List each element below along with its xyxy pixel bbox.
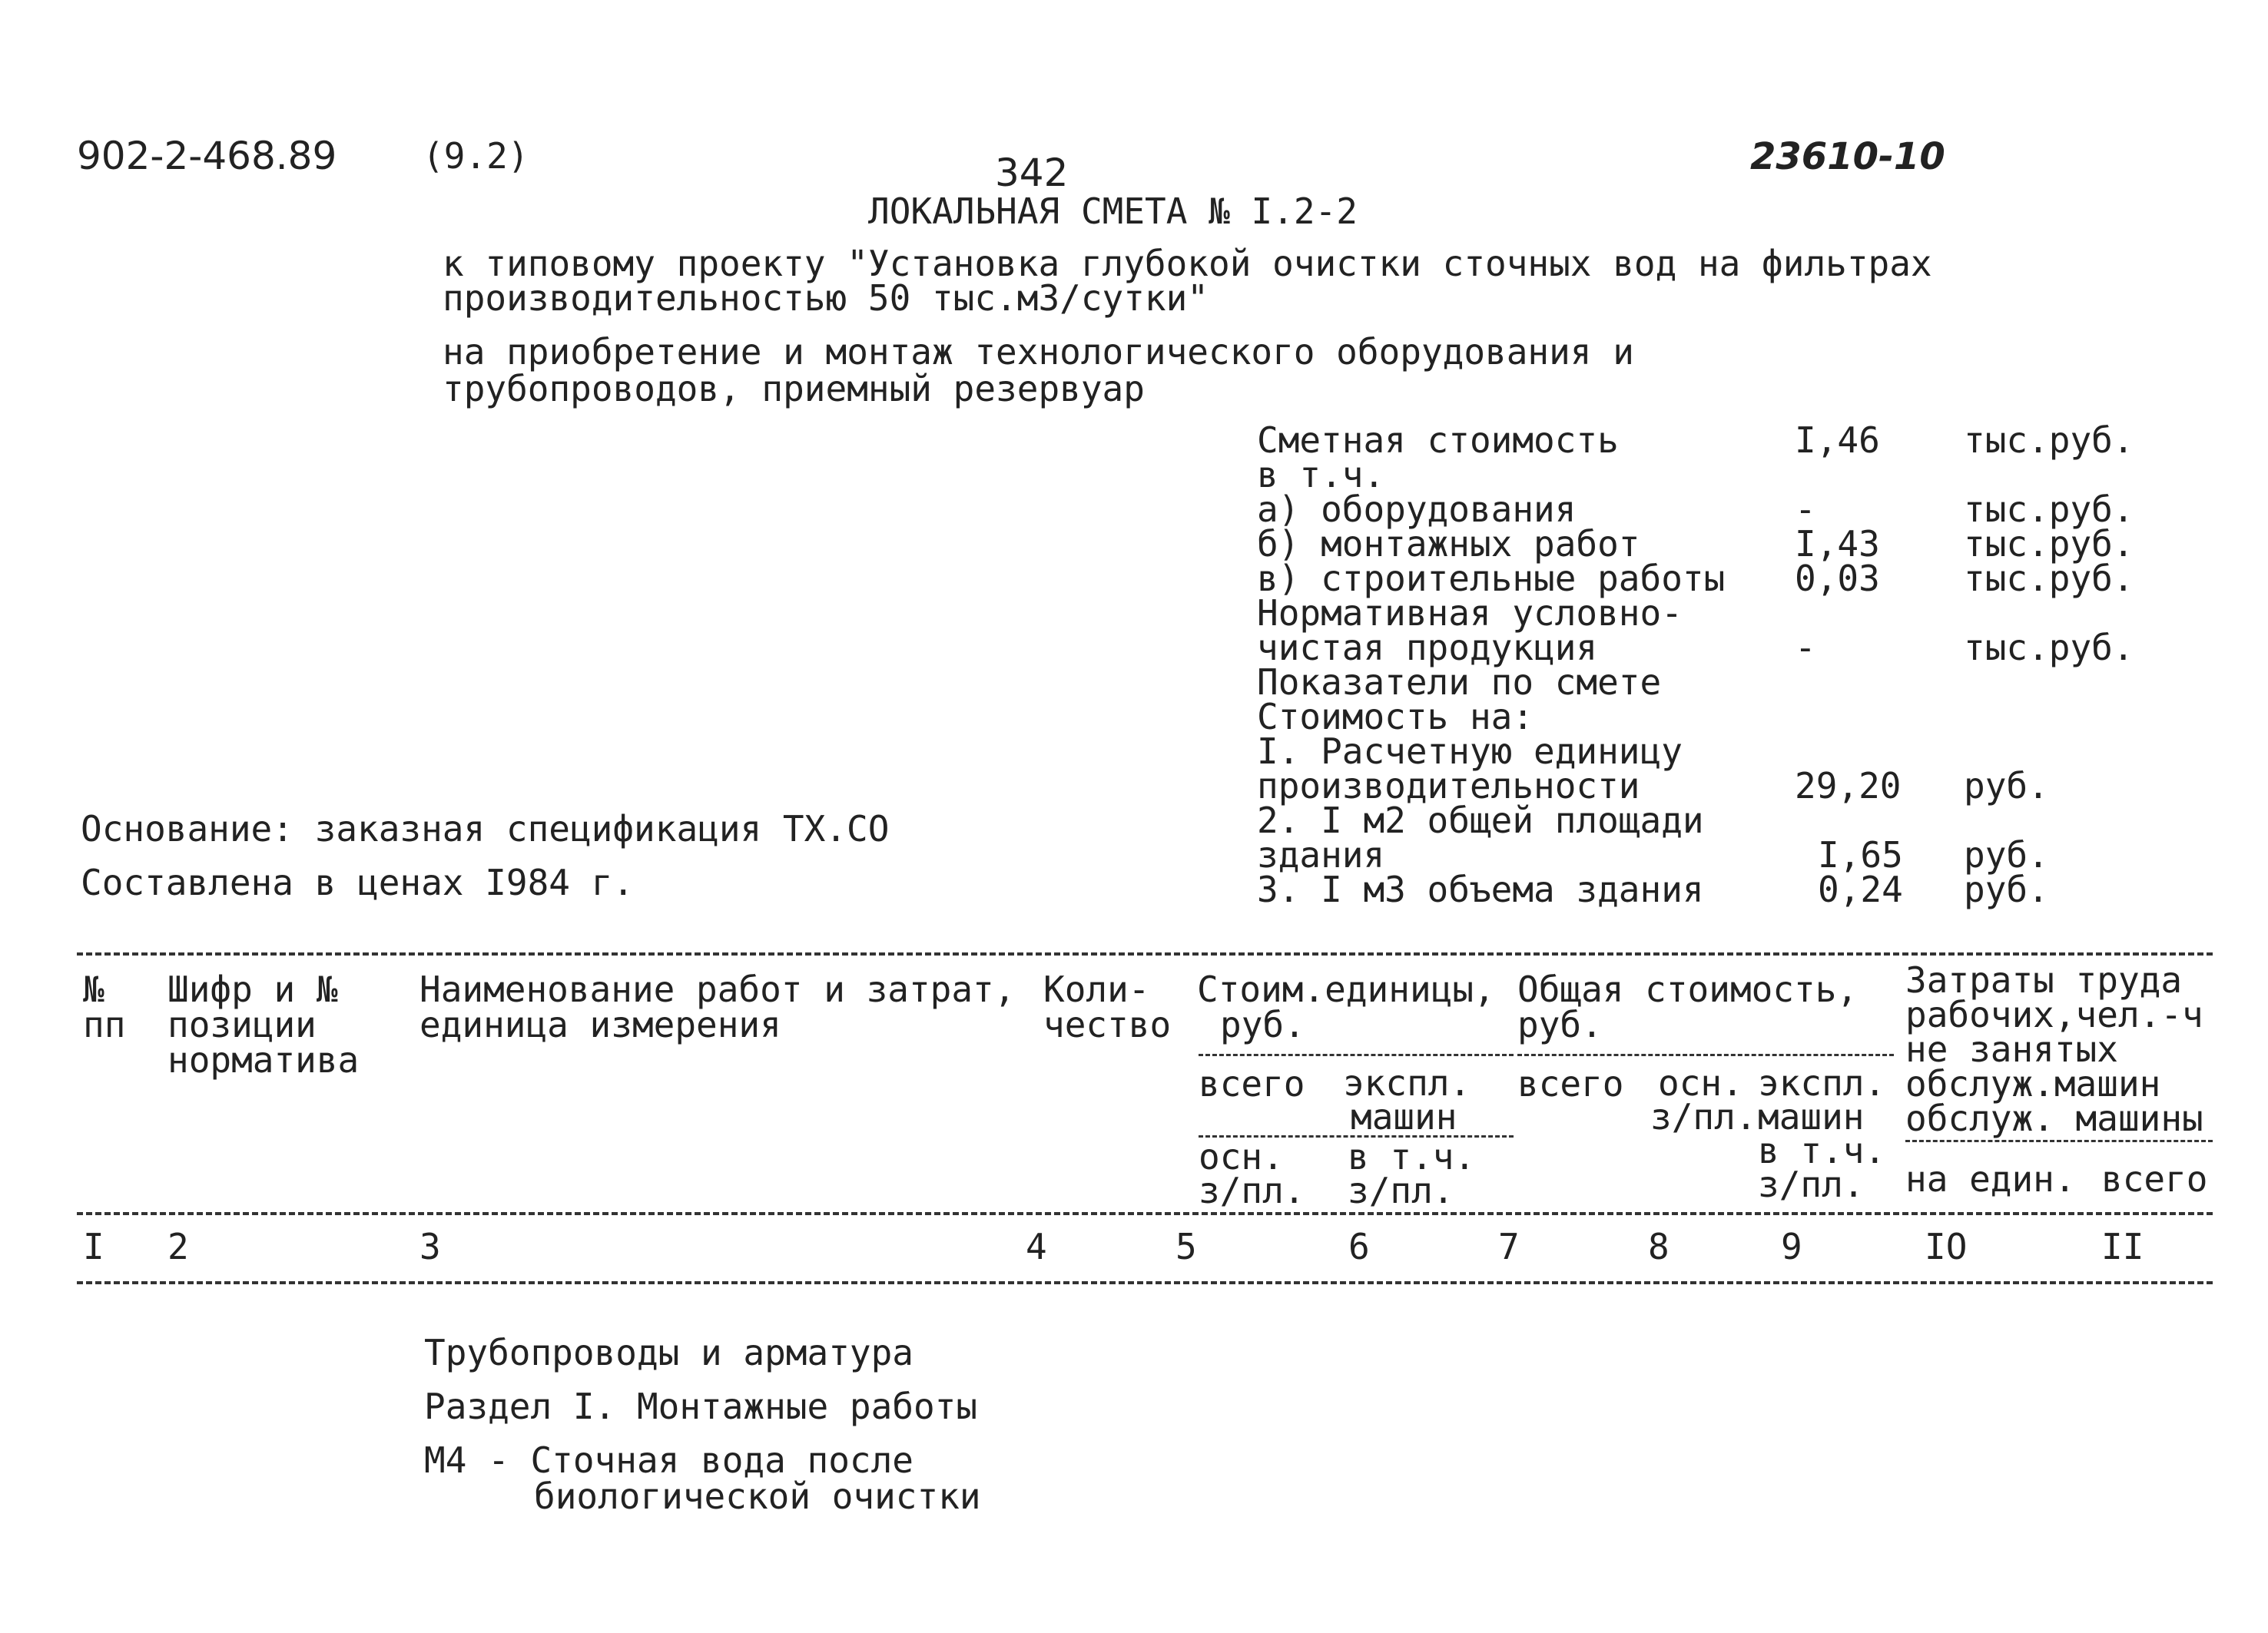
col-name-header: Наименование работ и затрат, единица измерения (419, 969, 1016, 1045)
total-base-label: осн. з/пл. (1650, 1062, 1757, 1138)
col-number-header: № пп (83, 969, 126, 1045)
prices-line: Составлена в ценах I984 г. (81, 862, 635, 903)
section-part: Раздел I. Монтажные работы (424, 1386, 978, 1427)
page-number: 342 (995, 151, 1069, 195)
col-labor-header: Затраты труда рабочих,чел.-ч не занятых обслуж.машин обслуж. машины (1905, 959, 2203, 1139)
unit-total-label: всего (1199, 1063, 1305, 1105)
divider-bottom (77, 1281, 2213, 1284)
unit-incl-label: в т.ч. з/пл. (1348, 1136, 1476, 1211)
col-num-7: 7 (1498, 1226, 1520, 1267)
purpose-line-1: на приобретение и монтаж технологического оборудования и (443, 331, 1634, 373)
col-num-8: 8 (1648, 1226, 1670, 1267)
section-item-2: биологической очистки (534, 1476, 981, 1517)
divider-mid (77, 1212, 2213, 1215)
col-qty-header: Коли- чество (1043, 969, 1172, 1045)
col-num-2: 2 (167, 1226, 189, 1267)
project-line-2: производительностью 50 тыс.м3/сутки" (443, 277, 1209, 319)
purpose-line-2: трубопроводов, приемный резервуар (443, 368, 1145, 409)
project-line-1: к типовому проекту "Установка глубокой очистки сточных вод на фильтрах (443, 243, 1932, 284)
col-num-1: I (83, 1226, 104, 1267)
col-num-6: 6 (1348, 1226, 1370, 1267)
unit-base-label: осн. з/пл. (1199, 1136, 1305, 1211)
col-code-header: Шифр и № позиции норматива (167, 969, 360, 1081)
total-total-label: всего (1517, 1063, 1624, 1105)
divider-top (77, 952, 2213, 956)
unit-mach-label: экспл. машин (1343, 1062, 1471, 1138)
doc-code: 902-2-468.89 (77, 134, 337, 178)
basis-line: Основание: заказная спецификация ТХ.СО (81, 808, 890, 850)
col-unit-cost-header: Стоим.единицы, руб. (1197, 969, 1495, 1045)
col-num-3: 3 (419, 1226, 441, 1267)
page-title: ЛОКАЛЬНАЯ СМЕТА № I.2-2 (868, 190, 1358, 232)
col-num-11: II (2101, 1226, 2144, 1267)
section-title: Трубопроводы и арматура (424, 1332, 914, 1373)
labor-all-label: всего (2101, 1158, 2208, 1200)
sheet-code: (9.2) (423, 135, 529, 177)
col-num-5: 5 (1175, 1226, 1197, 1267)
section-item-1: М4 - Сточная вода после (424, 1439, 914, 1481)
total-mach-label: экспл. машин в т.ч. з/пл. (1758, 1062, 1886, 1205)
col-num-4: 4 (1026, 1226, 1047, 1267)
col-num-9: 9 (1781, 1226, 1802, 1267)
stamp-number: 23610-10 (1750, 135, 1945, 178)
labor-per-label: на един. (1905, 1158, 2076, 1200)
col-total-cost-header: Общая стоимость, руб. (1517, 969, 1858, 1045)
col-num-10: IO (1925, 1226, 1968, 1267)
